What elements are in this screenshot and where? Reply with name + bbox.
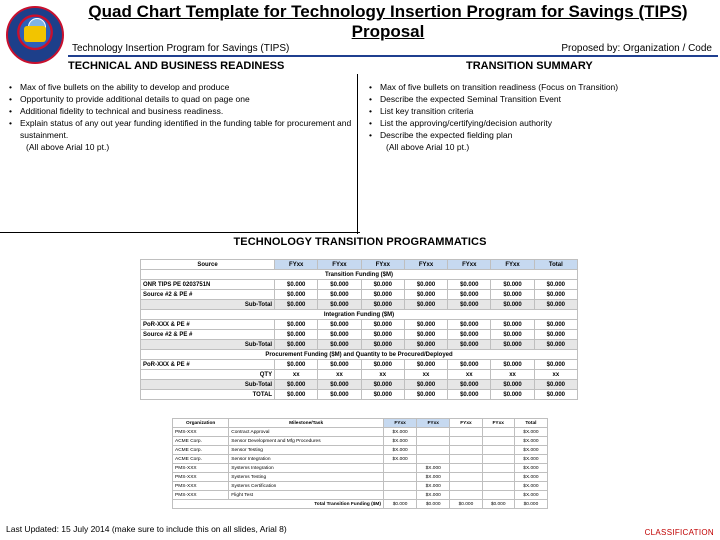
section-title: Procurement Funding ($M) and Quantity to be Procured/Deployed [141,350,578,360]
row-label: PoR-XXX & PE # [141,360,275,370]
row-label: ONR TIPS PE 0203751N [141,280,275,290]
cell-value: $X.000 [417,464,450,473]
table-row [141,290,578,300]
cell-value: $0.000 [491,390,534,400]
section-row [141,350,578,360]
cell-value: $0.000 [275,300,318,310]
list-item: • List the approving/certifying/decision authority [367,117,712,129]
font-note: (All above Arial 10 pt.) [26,142,110,152]
quad-divider-horizontal [0,232,360,233]
cell-value [482,491,514,500]
column-header: FYxx [404,260,447,270]
table-row [141,330,578,340]
cell-value: $X.000 [383,446,416,455]
cell-value: $0.000 [361,280,404,290]
cell-value: $0.000 [491,300,534,310]
cell-value [482,428,514,437]
proposed-by: Proposed by: Organization / Code [561,43,712,54]
table-row [173,455,548,464]
last-updated: Last Updated: 15 July 2014 (make sure to include this on all slides, Arial 8) [6,524,287,534]
cell-value: $0.000 [318,320,361,330]
row-label: PoR-XXX & PE # [141,320,275,330]
organization-cell: ACME Corp. [173,455,229,464]
cell-value: $0.000 [491,320,534,330]
cell-value: $0.000 [275,320,318,330]
program-subtitle: Technology Insertion Program for Savings (TIPS) [72,43,290,54]
organization-cell: ACME Corp. [173,446,229,455]
table-row [173,437,548,446]
cell-value: $0.000 [275,330,318,340]
cell-value [482,446,514,455]
quad-divider-vertical [357,74,358,234]
table-row [141,380,578,390]
cell-value: $0.000 [448,290,491,300]
cell-value [450,473,482,482]
column-header: FYxx [450,419,482,428]
table-row [141,300,578,310]
cell-value [383,482,416,491]
cell-value: $0.000 [534,390,577,400]
cell-value [450,455,482,464]
cell-value: $0.000 [534,280,577,290]
task-table-body [173,428,548,509]
column-header: FYxx [361,260,404,270]
cell-value: $0.000 [404,360,447,370]
transition-summary-heading: TRANSITION SUMMARY [466,60,593,72]
classification-marking: CLASSIFICATION [644,528,714,537]
cell-value [450,437,482,446]
list-item: • Opportunity to provide additional details to quad on page one [7,93,357,105]
cell-value: $X.000 [514,491,547,500]
cell-value: $0.000 [361,330,404,340]
table-row [141,340,578,350]
cell-value: $X.000 [417,473,450,482]
programmatics-title: TECHNOLOGY TRANSITION PROGRAMMATICS [233,236,487,248]
cell-value: $0.000 [534,360,577,370]
cell-value: $0.000 [448,280,491,290]
total-value: $0.000 [450,500,482,509]
cell-value: $0.000 [318,300,361,310]
cell-value: $0.000 [275,280,318,290]
cell-value: $X.000 [514,464,547,473]
cell-value: $X.000 [417,482,450,491]
cell-value: $0.000 [361,320,404,330]
cell-value: xx [404,370,447,380]
cell-value [417,428,450,437]
cell-value [417,455,450,464]
cell-value: $0.000 [404,390,447,400]
organization-cell: PMS-XXX [173,473,229,482]
cell-value: $0.000 [491,380,534,390]
table-row [173,491,548,500]
funding-table-body [141,270,578,400]
cell-value: $X.000 [514,428,547,437]
total-value: $0.000 [417,500,450,509]
cell-value: $0.000 [404,380,447,390]
cell-value: $0.000 [318,360,361,370]
cell-value: $0.000 [404,300,447,310]
table-row [141,370,578,380]
column-header: FYxx [275,260,318,270]
organization-cell: ACME Corp. [173,437,229,446]
row-label: Sub-Total [141,340,275,350]
font-note: (All above Arial 10 pt.) [386,142,470,152]
column-header: FYxx [491,260,534,270]
cell-value: $0.000 [361,360,404,370]
cell-value [482,473,514,482]
cell-value [450,446,482,455]
row-label: QTY [141,370,275,380]
technical-readiness-heading: TECHNICAL AND BUSINESS READINESS [68,60,285,72]
cell-value: $X.000 [514,446,547,455]
section-row [141,270,578,280]
row-label: Sub-Total [141,300,275,310]
cell-value: $0.000 [491,340,534,350]
cell-value: xx [491,370,534,380]
cell-value: $X.000 [514,437,547,446]
section-row [141,310,578,320]
cell-value: $0.000 [275,390,318,400]
table-row [141,360,578,370]
column-header: Milestone/Task [229,419,384,428]
table-row [141,390,578,400]
row-label: Source #2 & PE # [141,290,275,300]
cell-value [383,473,416,482]
cell-value: $0.000 [534,290,577,300]
cell-value [383,491,416,500]
cell-value: $X.000 [383,455,416,464]
cell-value [383,464,416,473]
cell-value: $0.000 [318,390,361,400]
list-item: • List key transition criteria [367,105,712,117]
cell-value: $0.000 [534,300,577,310]
cell-value: $X.000 [514,473,547,482]
cell-value [450,428,482,437]
column-header: Total [534,260,577,270]
list-item: • Describe the expected Seminal Transition Event [367,93,712,105]
page-title: Quad Chart Template for Technology Insertion Program for Savings (TIPS) Proposal [88,2,688,41]
cell-value: xx [275,370,318,380]
organization-cell: PMS-XXX [173,428,229,437]
cell-value: $0.000 [404,330,447,340]
task-cell: Sensor Integration [229,455,384,464]
cell-value: $0.000 [318,340,361,350]
table-row [141,280,578,290]
organization-seal-logo [6,6,64,64]
cell-value: $0.000 [491,360,534,370]
cell-value: $0.000 [361,390,404,400]
task-cell: Systems Testing [229,473,384,482]
row-label: Sub-Total [141,380,275,390]
table-row [173,464,548,473]
cell-value: $0.000 [318,380,361,390]
cell-value: $0.000 [491,290,534,300]
column-header: FYxx [383,419,416,428]
cell-value: $0.000 [491,330,534,340]
table-header-row [141,260,578,270]
cell-value: $0.000 [404,320,447,330]
column-header: FYxx [448,260,491,270]
cell-value: $0.000 [275,290,318,300]
organization-cell: PMS-XXX [173,482,229,491]
emblem-icon [24,26,46,42]
table-row [173,482,548,491]
list-item: • Max of five bullets on the ability to develop and produce [7,81,357,93]
total-value: $0.000 [383,500,416,509]
cell-value: $0.000 [448,330,491,340]
organization-cell: PMS-XXX [173,464,229,473]
cell-value: $0.000 [448,380,491,390]
section-title: Integration Funding ($M) [141,310,578,320]
table-row [173,428,548,437]
cell-value: $0.000 [534,340,577,350]
cell-value: $0.000 [491,280,534,290]
list-item: • Max of five bullets on transition readiness (Focus on Transition) [367,81,712,93]
total-value: $0.000 [482,500,514,509]
cell-value: $0.000 [275,360,318,370]
table-row [173,473,548,482]
cell-value: $0.000 [448,390,491,400]
cell-value: $X.000 [383,428,416,437]
cell-value: xx [318,370,361,380]
organization-cell: PMS-XXX [173,491,229,500]
cell-value: $0.000 [361,380,404,390]
list-item: • Additional fidelity to technical and business readiness. [7,105,357,117]
cell-value: $0.000 [318,280,361,290]
task-cell: Sensor Development and Mfg Procedures [229,437,384,446]
cell-value [450,482,482,491]
cell-value: $0.000 [404,280,447,290]
header-rule [68,55,718,57]
cell-value: $0.000 [361,300,404,310]
column-header: Total [514,419,547,428]
row-label: TOTAL [141,390,275,400]
cell-value [417,437,450,446]
column-header: Organization [173,419,229,428]
list-item: • Explain status of any out year funding identified in the funding table for procurement and sustainment. [7,117,357,141]
total-label: Total Transition Funding ($M) [173,500,384,509]
table-header-row [173,419,548,428]
cell-value: $0.000 [534,330,577,340]
cell-value: $0.000 [404,340,447,350]
list-item: • Describe the expected fielding plan [367,129,712,141]
cell-value: $0.000 [534,380,577,390]
task-cell: Systems Certification [229,482,384,491]
cell-value: $0.000 [275,380,318,390]
column-header: FYxx [318,260,361,270]
task-cell: Flight Test [229,491,384,500]
cell-value: $X.000 [514,455,547,464]
cell-value: $0.000 [361,340,404,350]
technical-readiness-quad [7,81,357,153]
cell-value [482,455,514,464]
cell-value: $0.000 [361,290,404,300]
cell-value: $0.000 [448,300,491,310]
task-cell: Systems Integration [229,464,384,473]
total-row [173,500,548,509]
cell-value [482,464,514,473]
cell-value [450,491,482,500]
task-table [172,418,548,509]
cell-value [450,464,482,473]
funding-table [140,259,578,400]
total-value: $0.000 [514,500,547,509]
cell-value: $0.000 [448,340,491,350]
column-header: Source [141,260,275,270]
cell-value: $0.000 [275,340,318,350]
section-title: Transition Funding ($M) [141,270,578,280]
table-row [173,446,548,455]
transition-summary-quad [367,81,712,153]
task-cell: Contract Approval [229,428,384,437]
cell-value [482,482,514,491]
cell-value: $X.000 [417,491,450,500]
column-header: FYxx [417,419,450,428]
cell-value: $0.000 [448,320,491,330]
column-header: FYxx [482,419,514,428]
cell-value: $X.000 [514,482,547,491]
cell-value: $0.000 [318,290,361,300]
cell-value [482,437,514,446]
cell-value: xx [448,370,491,380]
cell-value: $0.000 [534,320,577,330]
cell-value: $0.000 [318,330,361,340]
cell-value [417,446,450,455]
cell-value: $0.000 [404,290,447,300]
cell-value: xx [534,370,577,380]
task-cell: Sensor Testing [229,446,384,455]
cell-value: xx [361,370,404,380]
row-label: Source #2 & PE # [141,330,275,340]
cell-value: $0.000 [448,360,491,370]
table-row [141,320,578,330]
cell-value: $X.000 [383,437,416,446]
